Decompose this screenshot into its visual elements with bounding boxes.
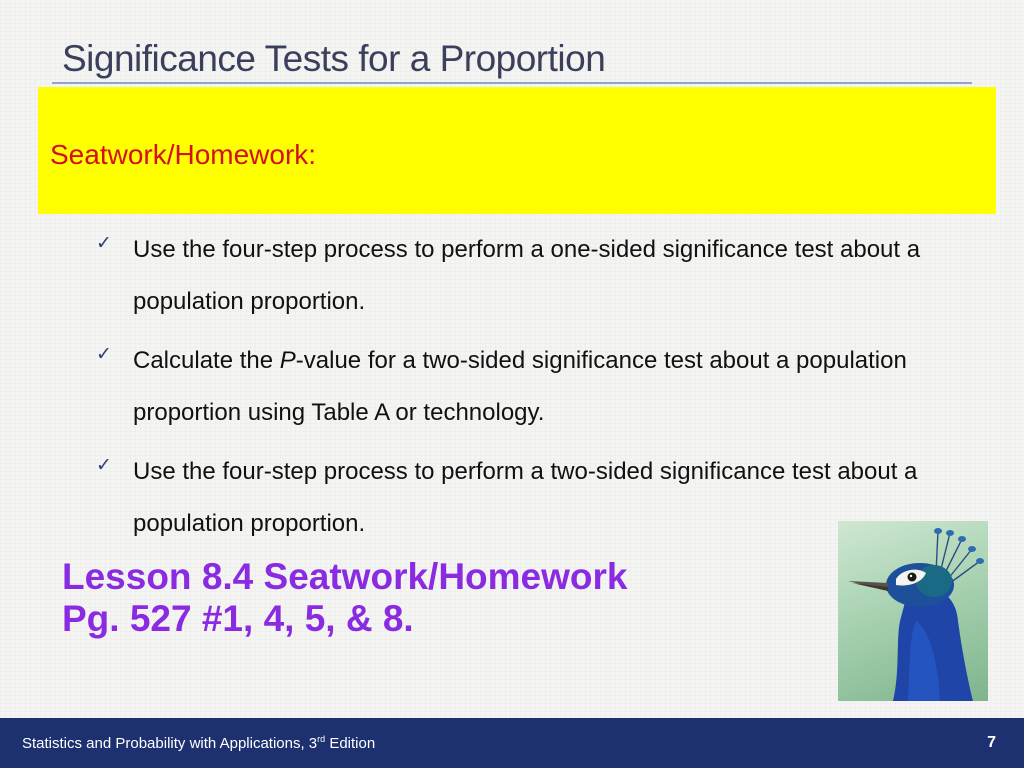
homework-banner [38,87,996,214]
peacock-image [838,521,988,701]
checkmark-icon: ✓ [96,232,112,254]
objective-text: Calculate the P-value for a two-sided significance test about a population proportion using Table A or technology. [133,347,907,426]
objectives-list [96,224,976,557]
objective-text: Use the four-step process to perform a one-sided significance test about a population proportion. [133,236,921,315]
title-divider [52,82,972,84]
p-value-symbol: P [279,347,296,374]
slide-title: Significance Tests for a Proportion [62,38,606,79]
checkmark-icon: ✓ [96,343,112,365]
lesson-pages: Pg. 527 #1, 4, 5, & 8. [62,598,414,639]
page-number: 7 [987,734,996,751]
lesson-assignment [62,556,627,640]
footer-bar [0,718,1024,768]
checkmark-icon: ✓ [96,454,112,476]
objective-text: Use the four-step process to perform a two-sided significance test about a population proportion. [133,458,918,537]
footer-course-title: Statistics and Probability with Applications, 3rd Edition [22,734,376,752]
banner-label: Seatwork/Homework: [50,139,317,170]
lesson-title: Lesson 8.4 Seatwork/Homework [62,556,628,597]
objective-item [96,224,976,328]
objective-item [96,335,976,439]
